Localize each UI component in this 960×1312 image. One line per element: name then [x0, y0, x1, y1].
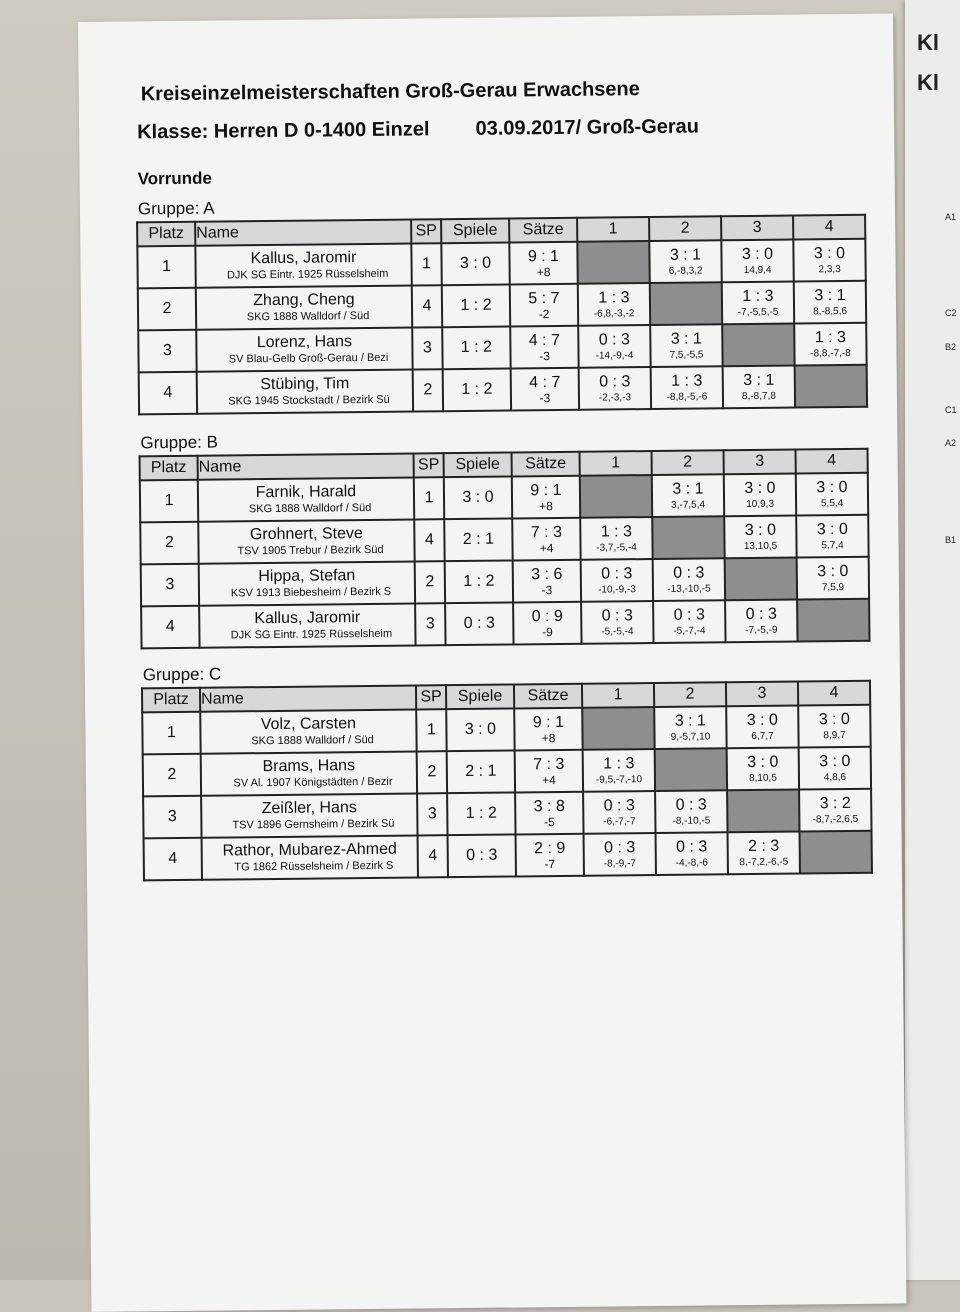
column-header: Sätze: [512, 452, 580, 477]
match-sets: -8,8,-5,-6: [666, 390, 708, 403]
column-header: Name: [195, 220, 411, 246]
saetze-value: 9 : 1: [532, 713, 565, 732]
document-title: Kreiseinzelmeisterschaften Groß-Gerau Erwachsene: [140, 78, 640, 106]
sp-cell: 4: [412, 285, 442, 327]
match-score: 0 : 3: [675, 795, 707, 814]
spiele-cell: 0 : 3: [448, 834, 516, 877]
column-header: 4: [793, 215, 865, 240]
date-place: 03.09.2017/ Groß-Gerau: [475, 115, 700, 140]
match-sets: 13,10,5: [743, 540, 778, 552]
column-header: Spiele: [441, 218, 509, 243]
match-sets: 7,5,-5,5: [669, 348, 704, 361]
player-cell: [197, 370, 413, 414]
round-label: Vorrunde: [137, 168, 213, 189]
saetze-value: 9 : 1: [527, 247, 560, 266]
spiele-cell: 0 : 3: [445, 602, 513, 645]
match-cell: [799, 747, 871, 790]
saetze-value: 3 : 6: [531, 565, 563, 584]
match-score: 3 : 1: [669, 245, 702, 264]
match-cell: [794, 281, 866, 324]
platz-cell: 1: [140, 480, 198, 523]
table-row: [144, 831, 872, 881]
saetze-cell: [514, 708, 582, 751]
group-label: Gruppe: A: [137, 198, 215, 219]
self-match-cell: [582, 707, 654, 750]
player-cell: [200, 709, 416, 753]
match-cell: [793, 239, 865, 282]
match-score: 3 : 0: [741, 245, 774, 263]
saetze-cell: [511, 368, 579, 411]
column-header: 4: [798, 681, 870, 706]
match-sets: -4,-8,-6: [675, 856, 709, 869]
player-cell: [202, 835, 418, 879]
side-fragment: Kl: [917, 30, 939, 55]
platz-cell: 4: [139, 372, 197, 415]
self-match-cell: [727, 789, 799, 832]
self-match-cell: [577, 241, 649, 284]
column-header: Name: [198, 454, 414, 480]
player-club: TG 1862 Rüsselsheim / Bezirk S: [234, 859, 394, 874]
player-name: Kallus, Jaromir: [250, 249, 357, 268]
saetze-value: 7 : 3: [530, 523, 563, 542]
player-name: Zeißler, Hans: [261, 799, 357, 818]
player-club: TSV 1905 Trebur / Bezirk Süd: [237, 543, 384, 558]
match-cell: [578, 325, 650, 368]
match-cell: [653, 600, 725, 643]
saetze-value: 2 : 9: [534, 839, 566, 858]
match-cell: [584, 833, 656, 876]
match-score: 0 : 3: [598, 330, 631, 349]
player-club: SKG 1945 Stockstadt / Bezirk Sü: [228, 393, 390, 408]
match-score: 2 : 3: [747, 837, 780, 855]
player-cell: [201, 793, 417, 837]
self-match-cell: [652, 516, 724, 559]
column-header: 2: [654, 682, 726, 707]
match-score: 3 : 0: [813, 244, 846, 262]
match-score: 3 : 0: [816, 520, 849, 538]
player-club: SKG 1888 Walldorf / Süd: [251, 733, 374, 748]
spiele-cell: 3 : 0: [441, 242, 509, 285]
player-cell: [198, 478, 414, 522]
spiele-cell: 3 : 0: [444, 476, 512, 519]
match-cell: [653, 558, 725, 601]
match-score: 1 : 3: [598, 288, 630, 307]
platz-cell: 4: [144, 838, 202, 881]
match-score: 3 : 0: [746, 711, 778, 729]
player-name: Zhang, Cheng: [253, 291, 355, 310]
match-sets: 9,-5,7,10: [670, 730, 711, 743]
saetze-value: 4 : 7: [528, 331, 561, 350]
match-score: 3 : 1: [674, 711, 707, 730]
match-cell: [581, 559, 653, 602]
column-header: SP: [416, 685, 446, 709]
match-sets: 8,-8,7,8: [741, 390, 776, 402]
player-name: Volz, Carsten: [260, 715, 357, 734]
saetze-diff: +8: [541, 731, 556, 746]
saetze-diff: -3: [539, 391, 551, 406]
match-score: 0 : 3: [603, 796, 635, 815]
platz-cell: 3: [141, 564, 199, 607]
column-header: 4: [796, 449, 868, 474]
self-match-cell: [655, 748, 727, 791]
match-sets: 14,9,4: [743, 264, 772, 276]
column-header: Spiele: [444, 452, 512, 477]
match-score: 3 : 2: [819, 794, 851, 812]
match-cell: [649, 240, 721, 283]
match-sets: 6,-8,3,2: [668, 264, 703, 277]
column-header: 2: [652, 450, 724, 475]
spiele-cell: 2 : 1: [447, 750, 515, 793]
saetze-cell: [513, 602, 581, 645]
match-sets: 10,9,3: [746, 498, 775, 510]
column-header: SP: [414, 453, 444, 477]
sp-cell: 4: [418, 835, 448, 877]
group-table-a: [136, 214, 868, 416]
match-score: 0 : 3: [676, 837, 708, 856]
player-club: SV Blau-Gelb Groß-Gerau / Bezi: [228, 351, 389, 366]
match-sets: -8,7,-2,6,5: [812, 813, 859, 825]
platz-cell: 2: [138, 288, 196, 331]
sp-cell: 2: [413, 369, 443, 411]
match-cell: [583, 749, 655, 792]
sp-cell: 3: [417, 793, 447, 835]
column-header: 3: [721, 216, 793, 241]
column-header: Spiele: [446, 684, 514, 709]
match-score: 3 : 1: [814, 286, 846, 304]
class-line: [137, 116, 699, 145]
match-cell: [728, 831, 800, 874]
group-label: Gruppe: C: [142, 664, 222, 685]
match-sets: 8,10,5: [748, 772, 777, 784]
match-cell: [799, 789, 871, 832]
match-sets: -6,-7,-7: [603, 815, 636, 828]
player-cell: [201, 751, 417, 795]
group-table-b: [139, 448, 871, 650]
player-club: KSV 1913 Biebesheim / Bezirk S: [230, 585, 392, 600]
saetze-cell: [510, 284, 578, 327]
match-score: 0 : 3: [599, 372, 631, 391]
sp-cell: 4: [414, 519, 444, 561]
match-score: 1 : 3: [814, 328, 846, 346]
match-sets: -9,5,-7,-10: [595, 773, 643, 786]
column-header: Platz: [140, 456, 198, 481]
match-score: 1 : 3: [600, 522, 633, 541]
platz-cell: 3: [138, 330, 196, 373]
saetze-value: 0 : 9: [531, 607, 563, 626]
match-cell: [796, 473, 868, 516]
match-sets: 4,8,6: [823, 771, 847, 783]
player-club: SKG 1888 Walldorf / Süd: [248, 501, 372, 516]
platz-cell: 4: [141, 606, 199, 649]
saetze-cell: [512, 518, 580, 561]
match-score: 3 : 0: [819, 752, 851, 770]
saetze-diff: -7: [544, 857, 556, 872]
match-cell: [583, 791, 655, 834]
saetze-value: 3 : 8: [533, 797, 565, 816]
match-sets: -6,8,-3,-2: [593, 307, 635, 320]
saetze-cell: [512, 476, 580, 519]
match-cell: [579, 367, 651, 410]
match-score: 1 : 3: [671, 371, 703, 390]
match-sets: 2,3,3: [818, 263, 841, 275]
match-cell: [650, 324, 722, 367]
spiele-cell: 1 : 2: [442, 284, 510, 327]
match-score: 0 : 3: [601, 564, 633, 583]
saetze-value: 5 : 7: [528, 289, 560, 308]
column-header: Platz: [137, 222, 195, 247]
saetze-value: 4 : 7: [529, 373, 561, 392]
saetze-cell: [515, 750, 583, 793]
class-label: Klasse: Herren D 0-1400 Einzel: [137, 118, 430, 144]
column-header: 1: [582, 683, 654, 708]
sp-cell: 1: [416, 709, 446, 751]
match-cell: [656, 832, 728, 875]
self-match-cell: [725, 558, 797, 601]
sp-cell: 1: [411, 243, 441, 285]
player-name: Stübing, Tim: [260, 375, 350, 394]
match-score: 1 : 3: [603, 754, 635, 773]
match-score: 0 : 3: [601, 606, 633, 625]
player-club: TSV 1896 Gernsheim / Bezirk Sü: [232, 817, 395, 832]
platz-cell: 2: [143, 754, 201, 797]
group-label: Gruppe: B: [140, 432, 219, 453]
saetze-value: 7 : 3: [533, 755, 565, 774]
match-cell: [651, 366, 723, 409]
match-cell: [725, 600, 797, 643]
match-cell: [578, 283, 650, 326]
match-sets: -14,-9,-4: [595, 349, 634, 362]
player-club: DJK SG Eintr. 1925 Rüsselsheim: [226, 267, 389, 282]
self-match-cell: [797, 599, 869, 642]
match-sets: 6,7,7: [751, 730, 774, 742]
saetze-cell: [513, 560, 581, 603]
match-cell: [581, 601, 653, 644]
match-score: 3 : 0: [816, 478, 848, 496]
match-cell: [723, 366, 795, 409]
match-score: 3 : 0: [744, 479, 776, 497]
match-sets: 5,7,4: [821, 539, 844, 551]
match-cell: [654, 706, 726, 749]
platz-cell: 2: [140, 522, 198, 565]
match-score: 3 : 0: [747, 753, 779, 771]
match-score: 3 : 0: [817, 562, 849, 580]
player-name: Hippa, Stefan: [258, 567, 356, 586]
spiele-cell: 1 : 2: [443, 368, 511, 411]
saetze-diff: +8: [536, 265, 551, 280]
spiele-cell: 1 : 2: [447, 792, 515, 835]
adjacent-sheet: [905, 0, 960, 1280]
sp-cell: 1: [414, 477, 444, 519]
column-header: SP: [411, 219, 441, 243]
match-sets: 8,-8,5,6: [813, 305, 848, 317]
table-row: [141, 599, 869, 649]
platz-cell: 3: [143, 796, 201, 839]
player-club: SKG 1888 Walldorf / Süd: [246, 309, 370, 324]
column-header: 3: [724, 450, 796, 475]
match-score: 3 : 0: [818, 710, 850, 728]
saetze-diff: -3: [539, 349, 550, 364]
match-sets: -8,-9,-7: [603, 857, 637, 870]
column-header: 1: [577, 217, 649, 242]
column-header: 3: [726, 681, 798, 706]
match-score: 0 : 3: [604, 838, 636, 857]
group-table-c: [141, 680, 873, 882]
match-cell: [798, 705, 870, 748]
side-fragment: Kl: [917, 70, 939, 95]
match-score: 3 : 1: [743, 371, 775, 389]
saetze-diff: +8: [539, 499, 554, 514]
match-sets: -3,7,-5,-4: [596, 541, 637, 554]
sp-cell: 3: [412, 327, 442, 369]
column-header: Sätze: [509, 218, 577, 243]
match-cell: [652, 474, 724, 517]
side-fragment: A2: [945, 438, 957, 448]
saetze-diff: -3: [541, 583, 553, 598]
player-name: Rathor, Mubarez-Ahmed: [222, 840, 397, 860]
sp-cell: 3: [415, 603, 445, 645]
match-cell: [580, 517, 652, 560]
saetze-diff: +4: [539, 541, 554, 556]
match-sets: 8,9,7: [823, 729, 846, 741]
match-sets: 5,5,4: [820, 497, 844, 509]
saetze-diff: +4: [542, 773, 556, 788]
column-header: Platz: [142, 688, 200, 713]
side-fragment: B1: [945, 535, 957, 545]
player-name: Farnik, Harald: [255, 483, 357, 502]
saetze-cell: [510, 326, 578, 369]
match-cell: [655, 790, 727, 833]
column-header: Sätze: [514, 684, 582, 709]
match-score: 3 : 0: [744, 521, 777, 539]
platz-cell: 1: [137, 246, 195, 289]
match-cell: [797, 557, 869, 600]
sp-cell: 2: [415, 561, 445, 603]
player-cell: [199, 604, 415, 648]
match-cell: [724, 474, 796, 517]
match-score: 0 : 3: [745, 605, 777, 623]
match-sets: -8,-10,-5: [672, 814, 711, 827]
column-header: 1: [580, 451, 652, 476]
saetze-diff: -9: [541, 625, 553, 640]
self-match-cell: [722, 324, 794, 367]
saetze-diff: -2: [538, 307, 550, 322]
self-match-cell: [795, 365, 867, 408]
match-score: 0 : 3: [673, 563, 705, 582]
player-club: SV Al. 1907 Königstädten / Bezir: [233, 775, 393, 790]
column-header: 2: [649, 216, 721, 241]
spiele-cell: 1 : 2: [442, 326, 510, 369]
side-fragment: C1: [945, 405, 957, 415]
player-cell: [199, 562, 415, 606]
saetze-cell: [509, 242, 577, 285]
saetze-cell: [515, 792, 583, 835]
match-sets: -7,-5,5,-5: [737, 306, 779, 318]
player-name: Kallus, Jaromir: [254, 609, 361, 628]
player-cell: [195, 244, 411, 288]
spiele-cell: 2 : 1: [444, 518, 512, 561]
player-name: Grohnert, Steve: [249, 525, 363, 544]
player-cell: [198, 520, 414, 564]
match-cell: [726, 705, 798, 748]
match-cell: [796, 515, 868, 558]
side-fragment: A1: [945, 212, 957, 222]
match-score: 0 : 3: [673, 605, 705, 624]
player-cell: [196, 328, 412, 372]
match-score: 1 : 3: [742, 287, 774, 305]
match-sets: -5,-7,-4: [673, 624, 706, 637]
match-sets: -8,8,-7,-8: [810, 347, 851, 359]
side-fragment: C2: [945, 308, 957, 318]
paper-sheet: [78, 13, 906, 1311]
match-sets: 7,5,9: [821, 581, 845, 593]
match-sets: -7,-5,-9: [745, 624, 778, 636]
match-cell: [721, 240, 793, 283]
self-match-cell: [580, 475, 652, 518]
player-club: DJK SG Eintr. 1925 Rüsselsheim: [230, 627, 393, 642]
saetze-diff: -5: [543, 815, 555, 830]
match-cell: [724, 516, 796, 559]
spiele-cell: 1 : 2: [445, 560, 513, 603]
match-sets: 3,-7,5,4: [671, 498, 706, 511]
column-header: Name: [200, 685, 416, 711]
spiele-cell: 3 : 0: [446, 708, 514, 751]
sp-cell: 2: [417, 751, 447, 793]
match-cell: [727, 747, 799, 790]
match-score: 3 : 1: [670, 329, 702, 348]
match-sets: -2,-3,-3: [598, 391, 632, 404]
player-name: Brams, Hans: [262, 757, 356, 776]
saetze-cell: [516, 834, 584, 877]
match-cell: [722, 282, 794, 325]
match-sets: -5,-5,-4: [601, 625, 634, 638]
player-cell: [196, 286, 412, 330]
saetze-value: 9 : 1: [530, 481, 562, 500]
self-match-cell: [800, 831, 872, 874]
table-row: [139, 365, 867, 415]
match-sets: 8,-7,2,-6,-5: [739, 856, 789, 868]
player-name: Lorenz, Hans: [256, 333, 353, 352]
side-fragment: B2: [945, 342, 957, 352]
platz-cell: 1: [142, 712, 200, 755]
match-score: 3 : 1: [672, 479, 704, 498]
match-sets: -13,-10,-5: [667, 582, 711, 595]
match-sets: -10,-9,-3: [598, 583, 636, 596]
self-match-cell: [650, 282, 722, 325]
match-cell: [794, 323, 866, 366]
